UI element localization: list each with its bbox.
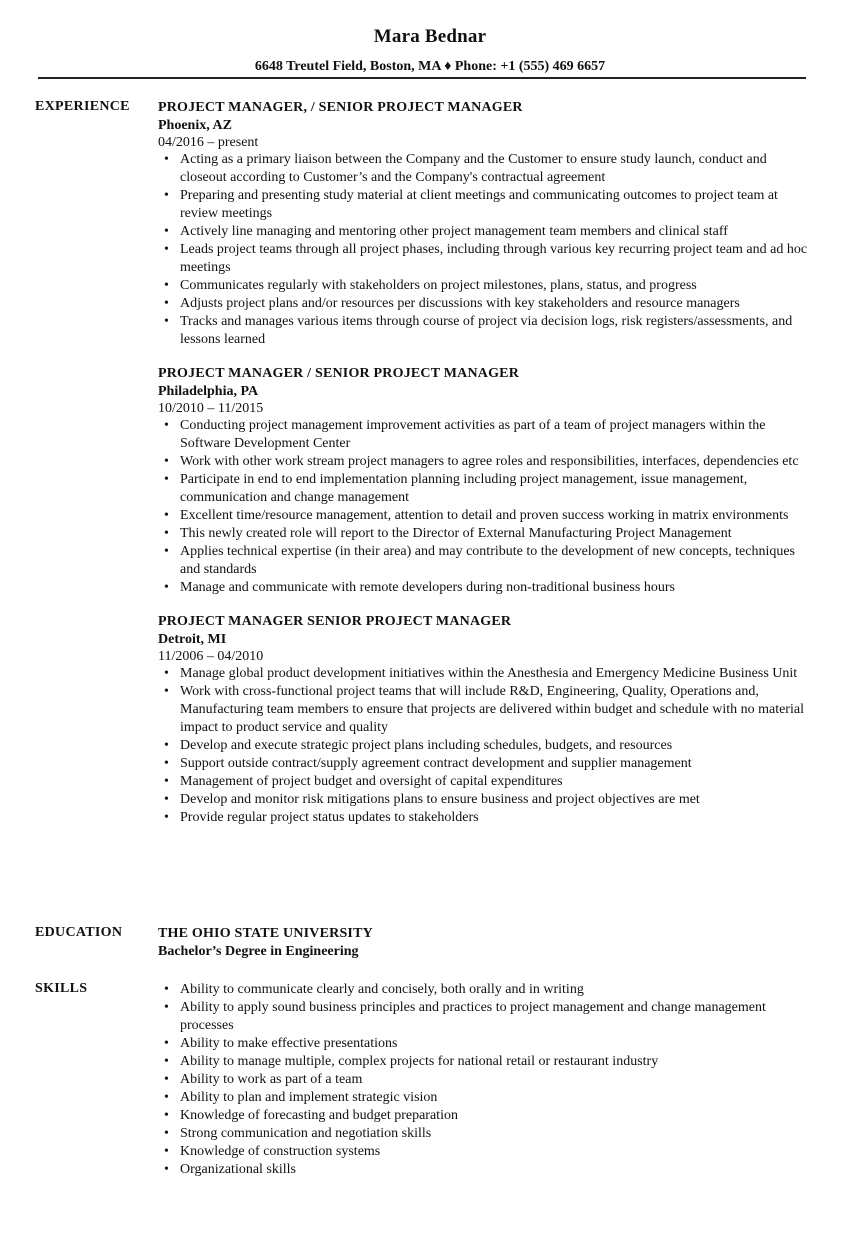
bullet-item: • Manage and communicate with remote developers during non-traditional business hours <box>158 579 810 597</box>
skill-item: • Ability to communicate clearly and concisely, both orally and in writing <box>158 981 810 999</box>
bullet-item: • Work with cross-functional project teams that will include R&D, Engineering, Quality, Operations and, Manufacturing team members to ensure that projects are delivered within budget and schedule with no material impact to product service and quality <box>158 683 810 737</box>
bullet-item: • Develop and execute strategic project plans including schedules, budgets, and resources <box>158 737 810 755</box>
bullet-item: • Leads project teams through all project phases, including through various key recurring project team and ad hoc meetings <box>158 241 810 277</box>
education-heading: EDUCATION <box>35 925 123 940</box>
job-location: Detroit, MI <box>158 632 227 647</box>
skill-item: • Knowledge of forecasting and budget preparation <box>158 1107 810 1125</box>
bullet-item: • Tracks and manages various items through course of project via decision logs, risk registers/assessments, and lessons learned <box>158 313 810 349</box>
job-bullets <box>158 665 808 827</box>
bullet-item: • Actively line managing and mentoring other project management team members and clinical staff <box>158 223 810 241</box>
contact-line: 6648 Treutel Field, Boston, MA ♦ Phone: +1 (555) 469 6657 <box>254 59 606 74</box>
school-name: THE OHIO STATE UNIVERSITY <box>158 926 373 941</box>
bullet-item: • Excellent time/resource management, attention to detail and proven success working in matrix environments <box>158 507 810 525</box>
job-entry <box>158 99 808 349</box>
experience-heading: EXPERIENCE <box>35 99 130 114</box>
job-title: PROJECT MANAGER SENIOR PROJECT MANAGER <box>158 614 512 629</box>
bullet-item: • Preparing and presenting study material at client meetings and communicating outcomes to project team at review meetings <box>158 187 810 223</box>
bullet-item: • Communicates regularly with stakeholders on project milestones, plans, status, and progress <box>158 277 810 295</box>
bullet-item: • This newly created role will report to the Director of External Manufacturing Project Management <box>158 525 810 543</box>
education-body <box>158 925 808 961</box>
bullet-item: • Work with other work stream project managers to agree roles and responsibilities, interfaces, dependencies etc <box>158 453 810 471</box>
skills-list <box>158 981 808 1179</box>
bullet-item: • Adjusts project plans and/or resources per discussions with key stakeholders and resource managers <box>158 295 810 313</box>
candidate-name: Mara Bednar <box>373 26 487 47</box>
experience-body <box>158 99 808 843</box>
job-bullets <box>158 151 808 349</box>
skills-body <box>158 981 808 1179</box>
job-dates: 04/2016 – present <box>158 135 259 150</box>
skill-item: • Ability to apply sound business principles and practices to project management and change management processes <box>158 999 810 1035</box>
bullet-item: • Support outside contract/supply agreement contract development and supplier management <box>158 755 810 773</box>
skill-item: • Organizational skills <box>158 1161 810 1179</box>
bullet-item: • Applies technical expertise (in their area) and may contribute to the development of new concepts, techniques and standards <box>158 543 810 579</box>
bullet-item: • Management of project budget and oversight of capital expenditures <box>158 773 810 791</box>
bullet-item: • Provide regular project status updates to stakeholders <box>158 809 810 827</box>
bullet-item: • Develop and monitor risk mitigations plans to ensure business and project objectives are met <box>158 791 810 809</box>
skill-item: • Ability to plan and implement strategic vision <box>158 1089 810 1107</box>
job-bullets <box>158 417 808 597</box>
job-entry <box>158 365 808 597</box>
bullet-item: • Acting as a primary liaison between the Company and the Customer to ensure study launch, conduct and closeout according to Customer’s and the Company's contractual agreement <box>158 151 810 187</box>
skill-item: • Ability to work as part of a team <box>158 1071 810 1089</box>
skill-item: • Strong communication and negotiation skills <box>158 1125 810 1143</box>
skill-item: • Knowledge of construction systems <box>158 1143 810 1161</box>
skill-item: • Ability to manage multiple, complex projects for national retail or restaurant industry <box>158 1053 810 1071</box>
job-title: PROJECT MANAGER / SENIOR PROJECT MANAGER <box>158 366 520 381</box>
skills-heading: SKILLS <box>35 981 88 996</box>
bullet-item: • Conducting project management improvement activities as part of a team of project managers within the Software Development Center <box>158 417 810 453</box>
job-dates: 10/2010 – 11/2015 <box>158 401 264 416</box>
header-divider <box>38 77 806 79</box>
skill-item: • Ability to make effective presentations <box>158 1035 810 1053</box>
bullet-item: • Manage global product development initiatives within the Anesthesia and Emergency Medicine Business Unit <box>158 665 810 683</box>
degree-name: Bachelor’s Degree in Engineering <box>158 944 359 959</box>
job-entry <box>158 613 808 827</box>
job-dates: 11/2006 – 04/2010 <box>158 649 264 664</box>
bullet-item: • Participate in end to end implementation planning including project management, issue management, communication and change management <box>158 471 810 507</box>
job-location: Philadelphia, PA <box>158 384 259 399</box>
job-location: Phoenix, AZ <box>158 118 232 133</box>
job-title: PROJECT MANAGER, / SENIOR PROJECT MANAGER <box>158 100 523 115</box>
